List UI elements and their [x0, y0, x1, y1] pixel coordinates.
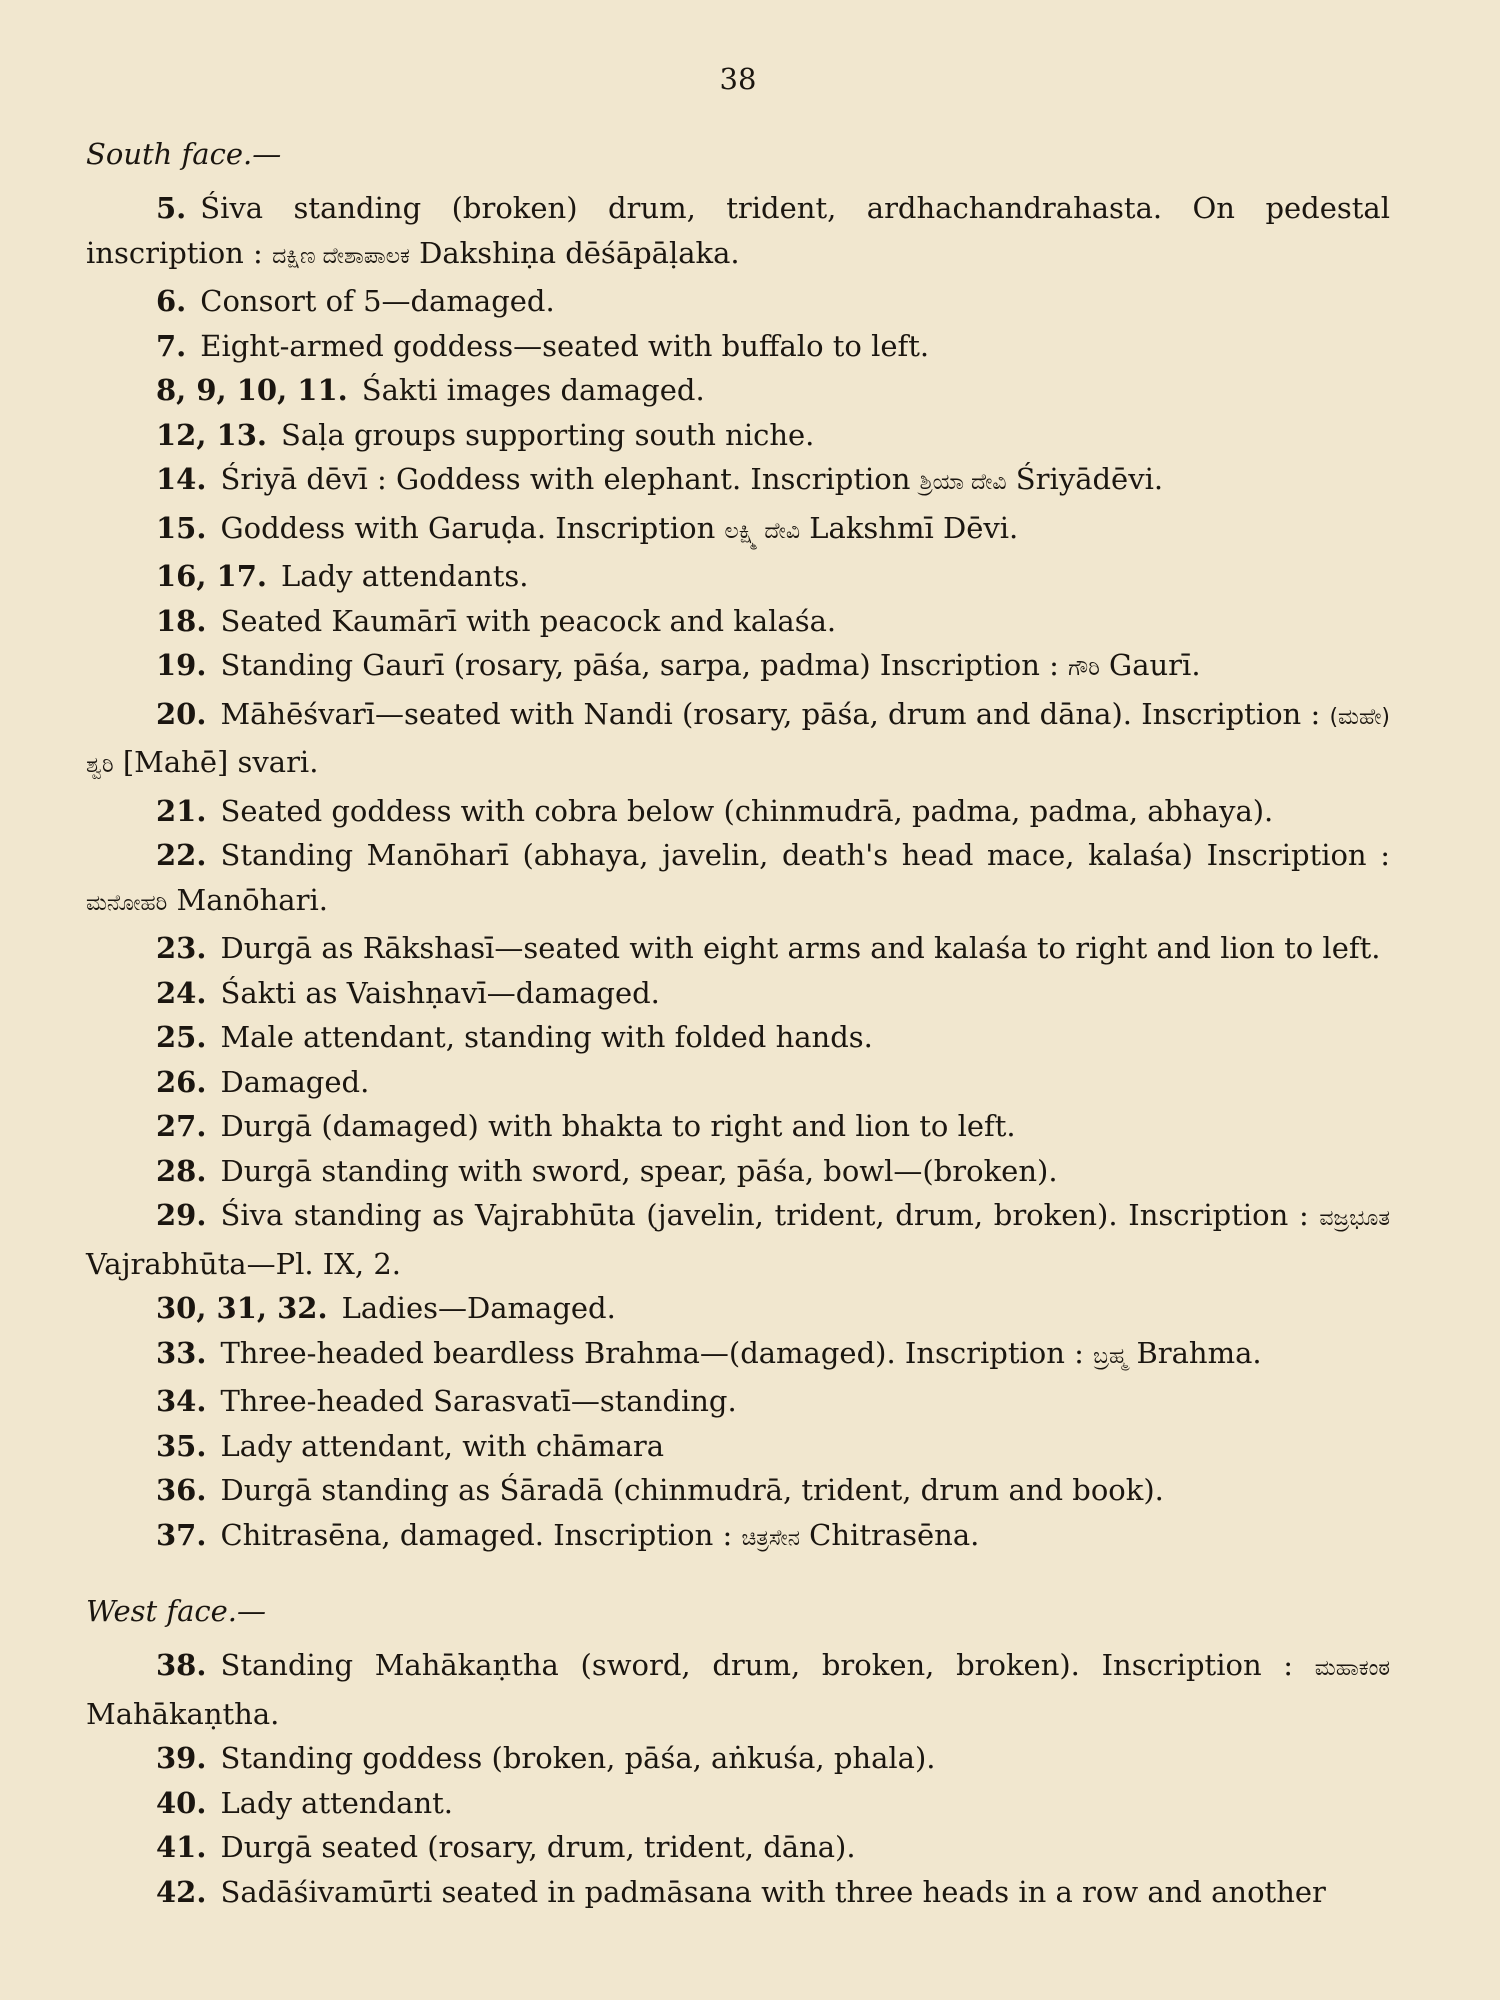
- entry-text: Lady attendant, with chāmara: [220, 1428, 665, 1463]
- entry-number: 34.: [156, 1384, 207, 1418]
- catalogue-entry: [86, 1104, 1390, 1149]
- catalogue-entry: [86, 457, 1390, 506]
- entry-number: 40.: [156, 1785, 207, 1820]
- catalogue-entry: [86, 1781, 1390, 1826]
- entry-text: Lady attendant.: [220, 1785, 454, 1820]
- entry-text: Śriyā dēvī : Goddess with elephant. Inscription: [220, 462, 920, 496]
- catalogue-entry: [86, 971, 1390, 1016]
- entry-number: 27.: [156, 1109, 207, 1143]
- entry-text: Three-headed beardless Brahma—(damaged). Inscription :: [220, 1335, 1094, 1370]
- catalogue-entry: [86, 1149, 1390, 1194]
- catalogue-entry: [86, 833, 1390, 926]
- catalogue-entry: [86, 599, 1390, 644]
- kannada-inscription: ವಜ್ರಭೂತ: [1319, 1206, 1390, 1231]
- kannada-inscription: ಶ್ರಿಯಾ ದೇವಿ: [919, 470, 1007, 495]
- section-heading: South face.—: [86, 137, 282, 171]
- entry-number: 14.: [156, 462, 207, 496]
- catalogue-entry: [86, 1286, 1390, 1331]
- kannada-inscription: ಗೌರಿ: [1068, 656, 1100, 681]
- catalogue-entry: [86, 1643, 1390, 1736]
- entry-text: Standing Manōharī (abhaya, javelin, death's head mace, kalaśa) Inscription :: [220, 838, 1390, 872]
- entry-text: Durgā standing as Śāradā (chinmudrā, trident, drum and book).: [220, 1473, 1164, 1507]
- catalogue-entry: [86, 1870, 1390, 1915]
- entry-transliteration: Manōhari.: [167, 882, 328, 917]
- entry-text: Standing Mahākaṇtha (sword, drum, broken, broken). Inscription :: [220, 1648, 1315, 1682]
- entry-number: 24.: [156, 975, 207, 1010]
- entry-transliteration: Dakshiṇa dēśāpāḷaka.: [409, 235, 740, 270]
- kannada-inscription: ದಕ್ಷಿಣ ದೇಶಾಪಾಲಕ: [272, 243, 410, 269]
- catalogue-entry: [86, 1468, 1390, 1513]
- kannada-inscription: (ಮಹೇ) ಶ್ವರಿ: [86, 704, 1390, 778]
- catalogue-entry: [86, 1193, 1390, 1286]
- entry-number: 39.: [156, 1741, 207, 1775]
- entry-text: Māhēśvarī—seated with Nandi (rosary, pāśa, drum and dāna). Inscription :: [220, 696, 1330, 731]
- entry-number: 28.: [156, 1153, 207, 1188]
- catalogue-entry: [86, 1424, 1390, 1469]
- entry-text: Damaged.: [220, 1064, 370, 1099]
- entry-text: Sadāśivamūrti seated in padmāsana with three heads in a row and another: [220, 1874, 1326, 1909]
- entry-number: 37.: [156, 1517, 207, 1552]
- entry-number: 19.: [156, 648, 207, 682]
- entry-number: 29.: [156, 1198, 207, 1232]
- entry-transliteration: Mahākaṇtha.: [86, 1696, 280, 1731]
- entry-number: 38.: [156, 1648, 207, 1682]
- entry-text: Standing Gaurī (rosary, pāśa, sarpa, padma) Inscription :: [220, 648, 1069, 682]
- entry-text: Goddess with Garuḍa. Inscription: [220, 510, 725, 545]
- kannada-inscription: ಮನೋಹರಿ: [86, 890, 168, 916]
- entry-text: Saḷa groups supporting south niche.: [281, 417, 815, 452]
- catalogue-entry: [86, 279, 1390, 324]
- entry-number: 25.: [156, 1020, 207, 1054]
- entry-transliteration: Chitrasēna.: [799, 1517, 980, 1552]
- entry-number: 20.: [156, 696, 207, 731]
- entry-text: Chitrasēna, damaged. Inscription :: [220, 1517, 742, 1552]
- entry-number: 26.: [156, 1064, 207, 1099]
- entry-text: Seated Kaumārī with peacock and kalaśa.: [220, 603, 837, 638]
- catalogue-entry: [86, 643, 1390, 692]
- entry-number: 36.: [156, 1473, 207, 1507]
- entry-text: Lady attendants.: [281, 559, 529, 593]
- catalogue-entry: [86, 1060, 1390, 1105]
- entry-text: Consort of 5—damaged.: [200, 284, 555, 318]
- kannada-inscription: ಬ್ರಹ್ಮ: [1093, 1343, 1128, 1369]
- entry-number: 18.: [156, 603, 207, 638]
- kannada-inscription: ಮಹಾಕಂಠ: [1314, 1656, 1390, 1681]
- entry-text: Standing goddess (broken, pāśa, aṅkuśa, phala).: [220, 1741, 936, 1775]
- catalogue-entry: [86, 506, 1390, 555]
- catalogue-entry: [86, 692, 1390, 789]
- entry-text: Durgā standing with sword, spear, pāśa, bowl—(broken).: [220, 1153, 1058, 1188]
- catalogue-entry: [86, 186, 1390, 279]
- page-content: [86, 134, 1390, 1914]
- catalogue-entry: [86, 1379, 1390, 1424]
- entry-text: Durgā seated (rosary, drum, trident, dāna).: [220, 1830, 856, 1864]
- entry-number: 30, 31, 32.: [156, 1291, 328, 1325]
- entry-text: Eight-armed goddess—seated with buffalo to left.: [200, 328, 930, 363]
- entry-text: Ladies—Damaged.: [341, 1291, 616, 1325]
- entry-transliteration: [Mahē] svari.: [113, 745, 319, 779]
- catalogue-entry: [86, 554, 1390, 599]
- entry-text: Three-headed Sarasvatī—standing.: [220, 1384, 737, 1418]
- entry-number: 23.: [156, 931, 207, 965]
- entry-transliteration: Śriyādēvi.: [1006, 462, 1164, 496]
- entry-transliteration: Brahma.: [1127, 1335, 1262, 1370]
- entry-number: 21.: [156, 793, 207, 828]
- entry-number: 12, 13.: [156, 417, 268, 452]
- kannada-inscription: ಲಕ್ಷ್ಮಿ ದೇವಿ: [724, 518, 801, 544]
- catalogue-entry: [86, 1331, 1390, 1380]
- entry-number: 16, 17.: [156, 559, 268, 593]
- entry-text: Durgā as Rākshasī—seated with eight arms and kalaśa to right and lion to left.: [220, 931, 1381, 965]
- catalogue-entry: [86, 1736, 1390, 1781]
- entry-transliteration: Vajrabhūta—Pl. IX, 2.: [86, 1246, 402, 1281]
- entry-text: Durgā (damaged) with bhakta to right and lion to left.: [220, 1109, 1016, 1143]
- entry-number: 41.: [156, 1830, 207, 1864]
- page-number: 38: [719, 62, 757, 96]
- entry-transliteration: Gaurī.: [1099, 648, 1201, 682]
- entry-text: Śakti images damaged.: [361, 373, 705, 407]
- entry-number: 35.: [156, 1428, 207, 1463]
- entry-text: Śiva standing as Vajrabhūta (javelin, trident, drum, broken). Inscription :: [220, 1198, 1320, 1232]
- entry-text: Śiva standing (broken) drum, trident, ardhachandrahasta. On pedestal inscription :: [86, 191, 1390, 270]
- catalogue-entry: [86, 1513, 1390, 1562]
- catalogue-entry: [86, 413, 1390, 458]
- catalogue-entry: [86, 1015, 1390, 1060]
- entry-number: 15.: [156, 510, 207, 545]
- entry-transliteration: Lakshmī Dēvi.: [800, 510, 1019, 545]
- catalogue-entry: [86, 1825, 1390, 1870]
- catalogue-entry: [86, 926, 1390, 971]
- entry-text: Male attendant, standing with folded hands.: [220, 1020, 873, 1054]
- entry-text: Śakti as Vaishṇavī—damaged.: [220, 975, 660, 1010]
- entry-text: Seated goddess with cobra below (chinmudrā, padma, padma, abhaya).: [220, 793, 1274, 828]
- entry-number: 33.: [156, 1335, 207, 1370]
- entry-number: 42.: [156, 1874, 207, 1909]
- section-heading: West face.—: [86, 1594, 267, 1628]
- entry-number: 8, 9, 10, 11.: [156, 373, 348, 407]
- kannada-inscription: ಚಿತ್ರಸೇನ: [741, 1525, 800, 1551]
- entry-number: 6.: [156, 284, 187, 318]
- entry-number: 22.: [156, 838, 207, 872]
- catalogue-entry: [86, 789, 1390, 834]
- entry-number: 7.: [156, 328, 187, 363]
- catalogue-entry: [86, 324, 1390, 369]
- catalogue-entry: [86, 368, 1390, 413]
- entry-number: 5.: [156, 191, 187, 225]
